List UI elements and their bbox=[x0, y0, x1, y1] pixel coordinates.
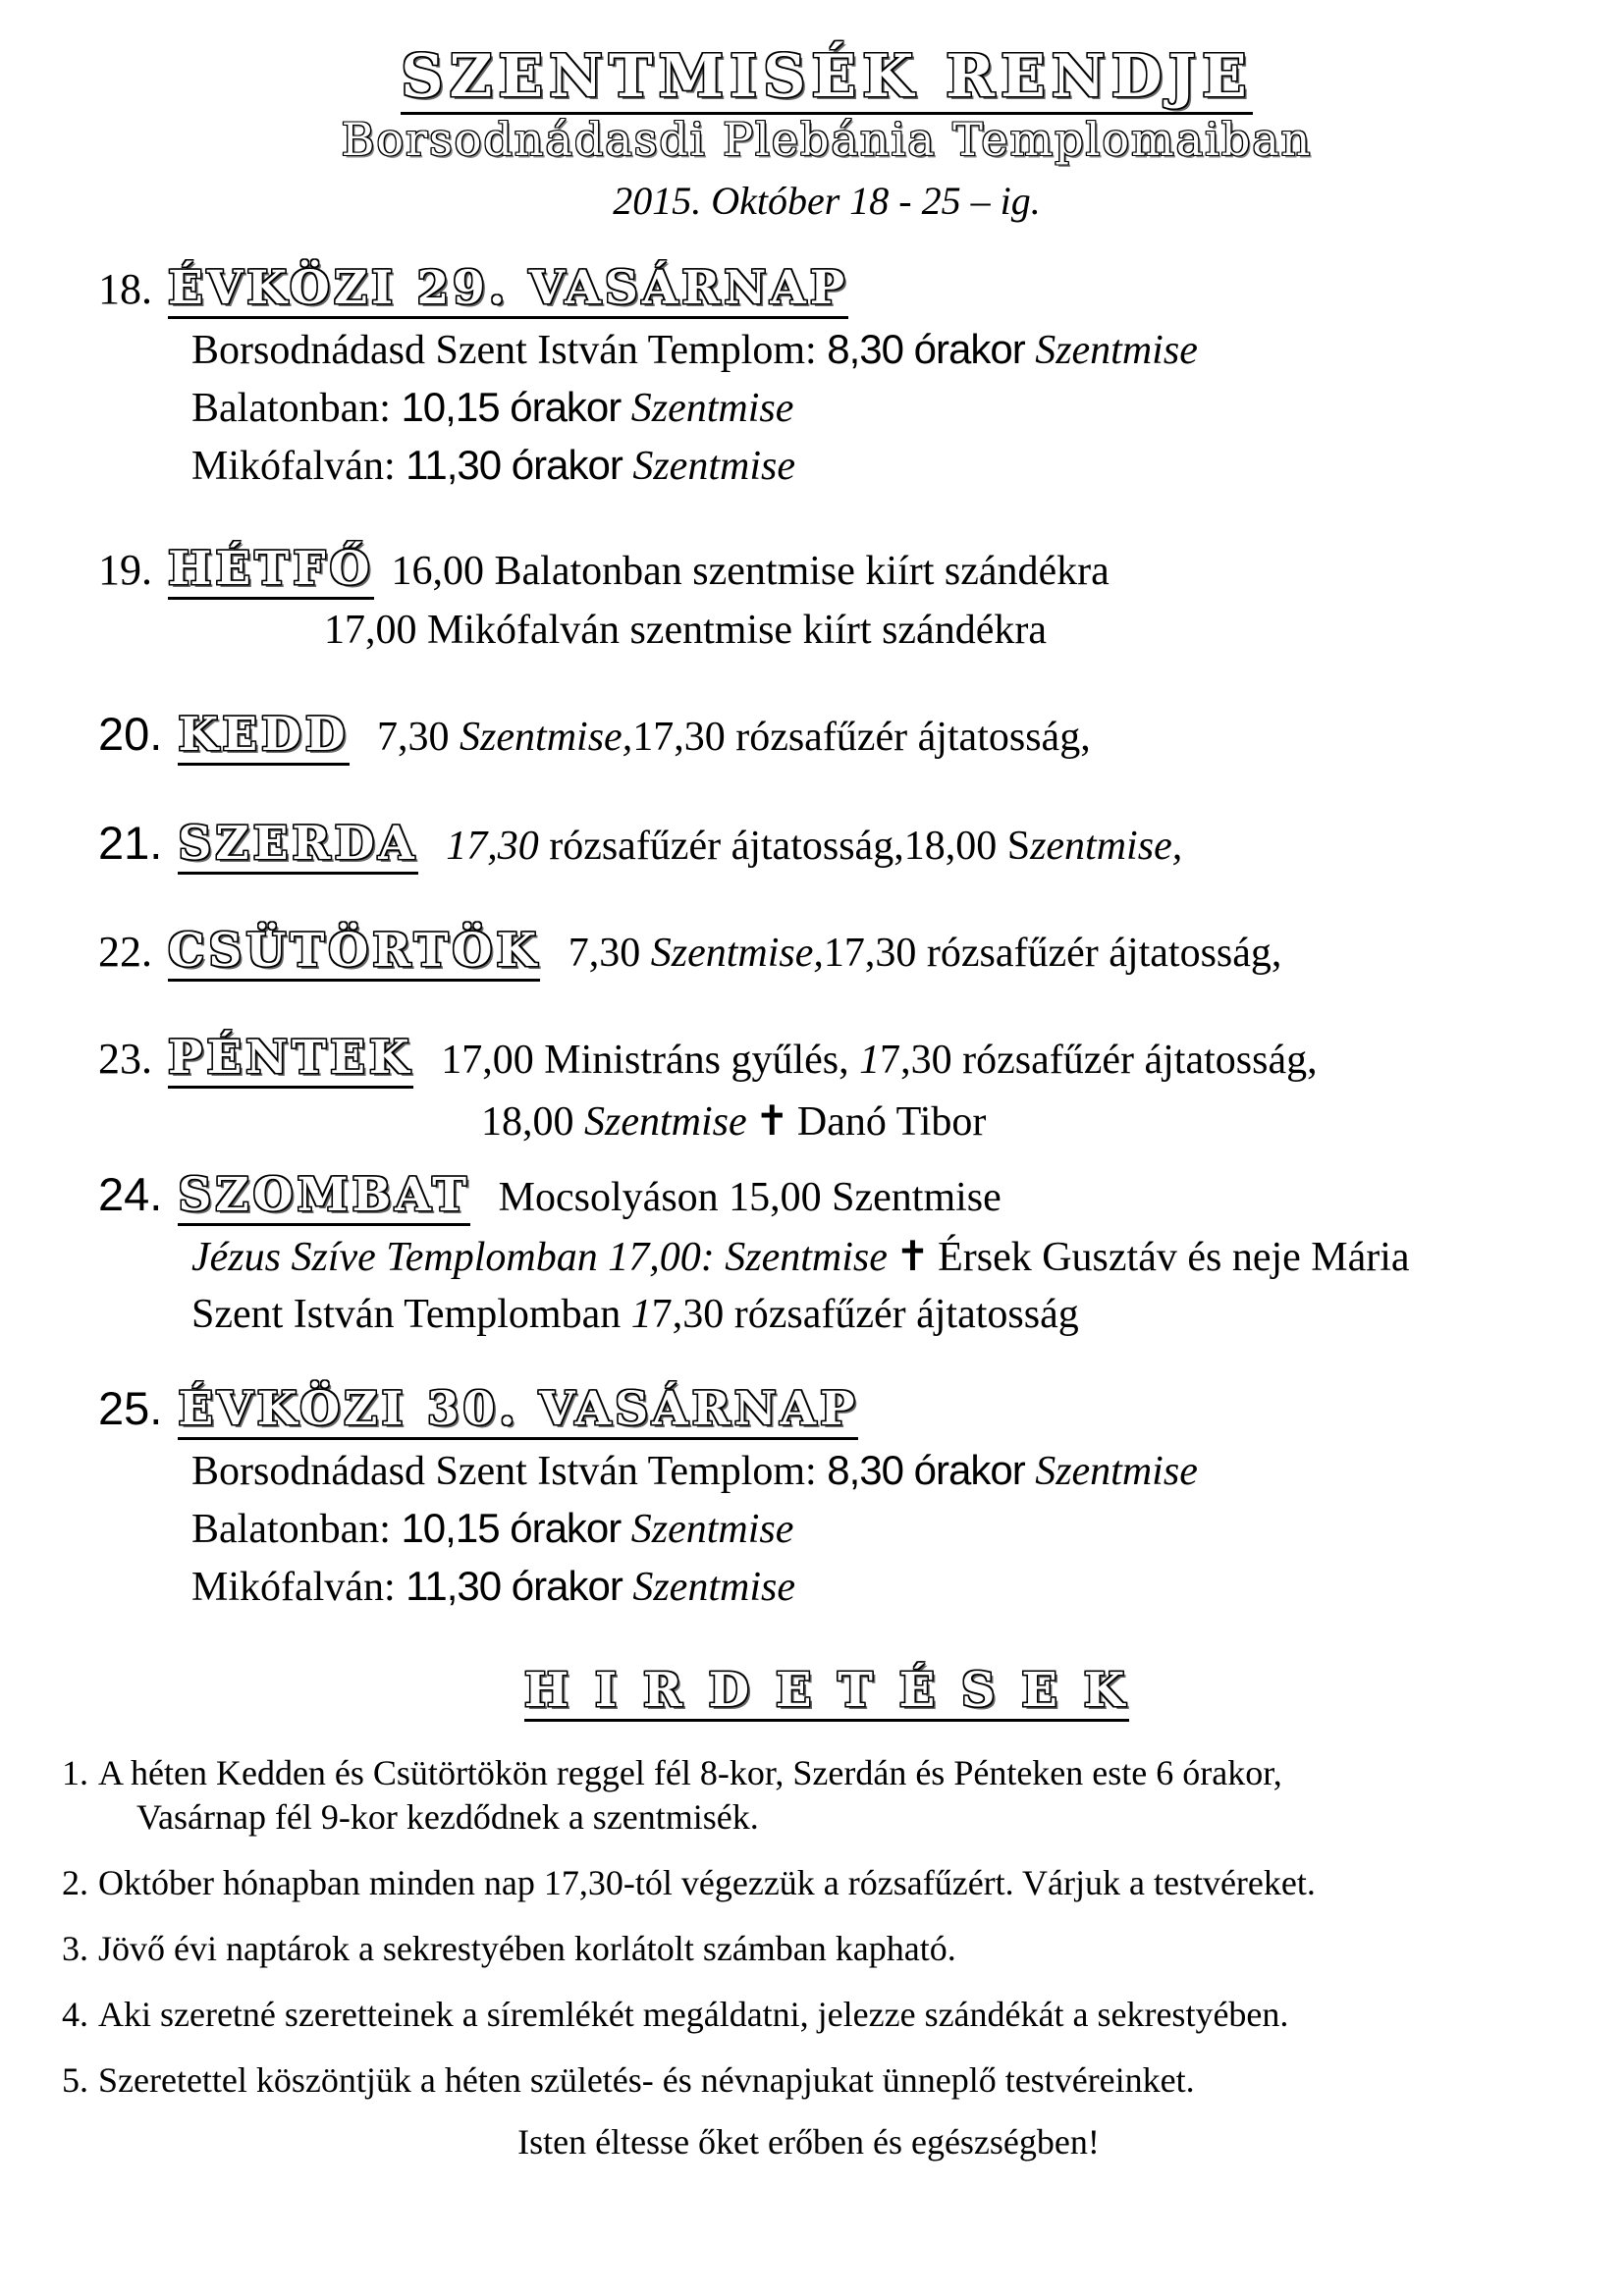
entry-oct22 bbox=[98, 922, 1555, 984]
day-number: 23. bbox=[98, 1035, 152, 1083]
day-name: CSÜTÖRTÖK bbox=[168, 924, 540, 982]
mass-time: 11,30 órakor bbox=[406, 442, 623, 488]
mass-event: Szentmise, bbox=[650, 931, 824, 976]
mass-place-event-italic: Jézus Szíve Templomban 17,00: Szentmise bbox=[191, 1235, 888, 1280]
day-number: 19. bbox=[98, 546, 152, 594]
mass-time: 17,30 bbox=[446, 824, 550, 869]
mass-line bbox=[191, 321, 1555, 379]
mass-event: Szentmise bbox=[630, 1507, 794, 1552]
announcement-item bbox=[62, 2058, 1555, 2164]
mass-time: 11,30 órakor bbox=[406, 1563, 623, 1609]
announcement-text-continued: Vasárnap fél 9-kor kezdődnek a szentmisék. bbox=[136, 1797, 759, 1837]
mass-line bbox=[191, 1558, 1555, 1616]
mass-line bbox=[191, 1442, 1555, 1500]
page-subtitle-row bbox=[98, 112, 1555, 167]
entry-oct25 bbox=[98, 1378, 1555, 1616]
mass-event: Szentmise bbox=[1035, 1449, 1198, 1494]
mass-place: Balatonban: bbox=[191, 1507, 402, 1552]
announcement-item bbox=[62, 1927, 1555, 1971]
mass-event: Szentmise bbox=[1035, 328, 1198, 373]
entry-oct21 bbox=[98, 813, 1555, 877]
mass-place: Borsodnádasd Szent István Templom: bbox=[191, 1449, 828, 1494]
announcement-text: Aki szeretné szeretteinek a síremlékét megáldatni, jelezze szándékát a sekrestyében. bbox=[98, 1995, 1289, 2034]
mass-place: Balatonban: bbox=[191, 386, 402, 431]
day-name: SZOMBAT bbox=[178, 1168, 470, 1226]
entry-oct25-heading bbox=[98, 1378, 1555, 1442]
mass-line-text: 16,00 Balatonban szentmise kiírt szándékra bbox=[391, 549, 1110, 594]
mass-time: 10,15 órakor bbox=[401, 384, 622, 430]
announcement-text: Jövő évi naptárok a sekrestyében korlátolt számban kapható. bbox=[98, 1929, 956, 1968]
mass-time: 8,30 órakor bbox=[827, 1447, 1025, 1493]
header bbox=[98, 41, 1555, 226]
announcement-number: 2. bbox=[62, 1863, 88, 1902]
mass-time: 7,30 bbox=[377, 715, 460, 760]
mass-event: Szentmise, bbox=[460, 715, 633, 760]
mass-place: Borsodnádasd Szent István Templom: bbox=[191, 328, 828, 373]
entry-oct23 bbox=[98, 1029, 1555, 1152]
entry-oct24 bbox=[98, 1164, 1555, 1343]
mass-line-text: 17,00 Mikófalván szentmise kiírt szándékra bbox=[324, 608, 1047, 653]
mass-line bbox=[191, 437, 1555, 495]
mass-line bbox=[481, 1091, 1555, 1152]
announcement-number: 1. bbox=[62, 1753, 88, 1792]
announcements-heading-row bbox=[98, 1663, 1555, 1718]
day-name: ÉVKÖZI 29. VASÁRNAP bbox=[168, 261, 848, 319]
page-title-row bbox=[98, 41, 1555, 112]
mass-event: Szentmise bbox=[632, 444, 795, 489]
date-range: 2015. Október 18 - 25 – ig. bbox=[613, 179, 1041, 223]
announcement-closing-line: Isten éltesse őket erőben és egészségben! bbox=[517, 2122, 1100, 2162]
entry-oct24-heading bbox=[98, 1164, 1555, 1228]
mass-time: 7,30 bbox=[568, 931, 651, 976]
announcements-heading: H I R D E T É S E K bbox=[524, 1663, 1130, 1722]
page-title: SZENTMISÉK RENDJE bbox=[401, 42, 1253, 115]
announcement-text: Október hónapban minden nap 17,30-tól végezzük a rózsafűzért. Várjuk a testvéreket. bbox=[98, 1863, 1316, 1902]
announcement-text: A héten Kedden és Csütörtökön reggel fél 8-kor, Szerdán és Pénteken este 6 órakor, bbox=[98, 1753, 1282, 1792]
mass-time-italic-digit: 1 bbox=[630, 1292, 652, 1337]
mass-place: Mikófalván: bbox=[191, 444, 406, 489]
announcement-text: Szeretettel köszöntjük a héten születés- és névnapjukat ünneplő testvéreinket. bbox=[98, 2060, 1195, 2100]
memorial-name: Érsek Gusztáv és neje Mária bbox=[938, 1235, 1410, 1280]
day-name: ÉVKÖZI 30. VASÁRNAP bbox=[178, 1382, 858, 1440]
announcement-item bbox=[62, 1993, 1555, 2037]
entry-oct19 bbox=[98, 540, 1555, 659]
day-number: 22. bbox=[98, 928, 152, 976]
mass-line bbox=[191, 379, 1555, 437]
announcements bbox=[62, 1751, 1555, 2164]
announcement-item bbox=[62, 1861, 1555, 1905]
mass-line-text: 17,30 rózsafűzér ájtatosság, bbox=[823, 931, 1282, 976]
entry-oct19-heading bbox=[98, 540, 1555, 602]
announcement-number: 3. bbox=[62, 1929, 88, 1968]
mass-place: Szent István Templomban bbox=[191, 1292, 631, 1337]
entry-oct18-heading bbox=[98, 259, 1555, 321]
mass-event: zentmise, bbox=[1030, 824, 1183, 869]
mass-line bbox=[324, 602, 1555, 659]
day-name: KEDD bbox=[178, 708, 349, 766]
mass-time: 10,15 órakor bbox=[401, 1505, 622, 1551]
day-number: 18. bbox=[98, 265, 152, 313]
entry-oct23-heading bbox=[98, 1029, 1555, 1091]
day-name: SZERDA bbox=[178, 817, 417, 875]
entry-oct18 bbox=[98, 259, 1555, 495]
mass-line-text: 17,30 rózsafűzér ájtatosság, bbox=[632, 715, 1091, 760]
mass-place: Mikófalván: bbox=[191, 1565, 406, 1610]
cross-icon: ✝ bbox=[754, 1096, 789, 1145]
mass-time-italic-digit: 1 bbox=[859, 1038, 881, 1083]
announcement-item bbox=[62, 1751, 1555, 1840]
mass-line-text: Mocsolyáson 15,00 Szentmise bbox=[498, 1175, 1001, 1220]
mass-event: Szentmise bbox=[630, 386, 794, 431]
memorial-name: Danó Tibor bbox=[796, 1099, 987, 1145]
entry-oct20 bbox=[98, 704, 1555, 768]
day-number: 20. bbox=[98, 708, 163, 760]
mass-time: 8,30 órakor bbox=[827, 326, 1025, 372]
page-subtitle: Borsodnádasdi Plebánia Templomaiban bbox=[341, 113, 1313, 166]
schedule bbox=[98, 259, 1555, 1616]
cross-icon: ✝ bbox=[894, 1232, 931, 1280]
mass-event: Szentmise bbox=[632, 1565, 795, 1610]
mass-line bbox=[191, 1500, 1555, 1558]
mass-time: 18,00 bbox=[481, 1099, 584, 1145]
mass-line-text: 17,00 Ministráns gyűlés, bbox=[441, 1038, 860, 1083]
announcement-number: 5. bbox=[62, 2060, 88, 2100]
day-name: PÉNTEK bbox=[168, 1031, 413, 1089]
announcement-number: 4. bbox=[62, 1995, 88, 2034]
mass-event: Szentmise bbox=[584, 1099, 747, 1145]
mass-line-text: rózsafűzér ájtatosság,18,00 S bbox=[549, 824, 1031, 869]
day-number: 24. bbox=[98, 1168, 163, 1220]
mass-line bbox=[191, 1228, 1555, 1286]
mass-line bbox=[191, 1286, 1555, 1343]
day-number: 21. bbox=[98, 817, 163, 869]
mass-line-text: 7,30 rózsafűzér ájtatosság, bbox=[880, 1038, 1318, 1083]
mass-line-text: 7,30 rózsafűzér ájtatosság bbox=[651, 1292, 1079, 1337]
day-number: 25. bbox=[98, 1382, 163, 1434]
day-name: HÉTFŐ bbox=[168, 542, 374, 600]
